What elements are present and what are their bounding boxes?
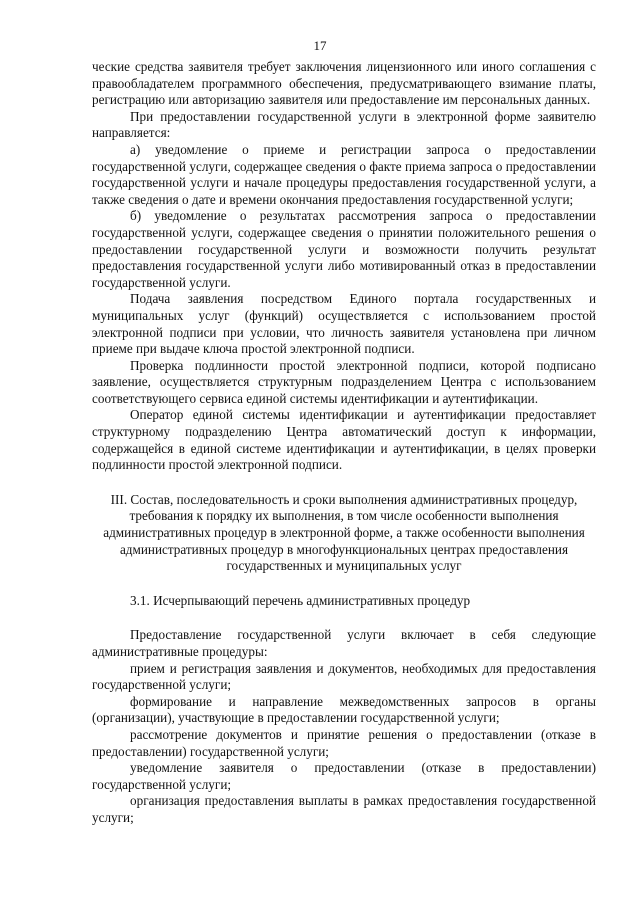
paragraph-electronic-notice: При предоставлении государственной услуги в электронной форме заявителю направляется: xyxy=(92,108,596,141)
paragraph-operator-access: Оператор единой системы идентификации и аутентификации предоставляет структурному подразделению Центра автоматический доступ к информации, содержащейся в единой системе идентификации и аутентификации, в целях проверки подлинности простой электронной подписи. xyxy=(92,407,596,473)
procedure-item: организация предоставления выплаты в рамках предоставления государственной услуги; xyxy=(92,793,596,825)
paragraph-portal-submission: Подача заявления посредством Единого портала государственных и муниципальных услуг (функций) осуществляется с использованием простой электронной подписи при условии, что личность заявителя установлена при личном приеме при выдаче ключа простой электронной подписи. xyxy=(92,291,596,357)
subsection-heading: 3.1. Исчерпывающий перечень административных процедур xyxy=(130,592,471,608)
procedure-item: уведомление заявителя о предоставлении (отказе в предоставлении) государственной услуги; xyxy=(92,760,596,792)
document-body xyxy=(92,59,596,827)
procedure-item: прием и регистрация заявления и документов, необходимых для предоставления государственной услуги; xyxy=(92,660,596,693)
paragraph-item-a: а) уведомление о приеме и регистрации запроса о предоставлении государственной услуги, содержащее сведения о факте приема запроса о предоставлении государственной услуги и начале процедуры предоставления государственной услуги, а также сведения о дате и времени окончания предоставления государственной услуги; xyxy=(92,141,596,207)
procedure-item: формирование и направление межведомственных запросов в органы (организации), участвующие в предоставлении государственной услуги; xyxy=(92,693,596,726)
page-number: 17 xyxy=(313,38,327,53)
paragraph-continuation: ческие средства заявителя требует заключения лицензионного или иного соглашения с правообладателем программного обеспечения, предусматривающего взимание платы, регистрацию или авторизацию заявителя или предоставление им персональных данных. xyxy=(92,59,596,108)
paragraph-signature-check: Проверка подлинности простой электронной подписи, которой подписано заявление, осуществляется структурным подразделением Центра с использованием соответствующего сервиса единой системы идентификации и аутентификации. xyxy=(92,357,596,406)
section-heading: III. Состав, последовательность и сроки выполнения административных процедур, требования к порядку их выполнения, в том числе особенности выполнения административных процедур в электронной форме, а также особенности выполнения административных процедур в многофункциональных центрах предоставления государственных и муниципальных услуг xyxy=(103,491,585,574)
paragraph-item-b: б) уведомление о результатах рассмотрения запроса о предоставлении государственной услуги, содержащее сведения о принятии положительного решения о предоставлении государственной услуги и возможности получить результат предоставления государственной услуги либо мотивированный отказ в предоставлении государственной услуги. xyxy=(92,208,596,290)
procedures-intro: Предоставление государственной услуги включает в себя следующие административные процедуры: xyxy=(92,627,596,659)
procedure-item: рассмотрение документов и принятие решения о предоставлении (отказе в предоставлении) государственной услуги; xyxy=(92,726,596,759)
